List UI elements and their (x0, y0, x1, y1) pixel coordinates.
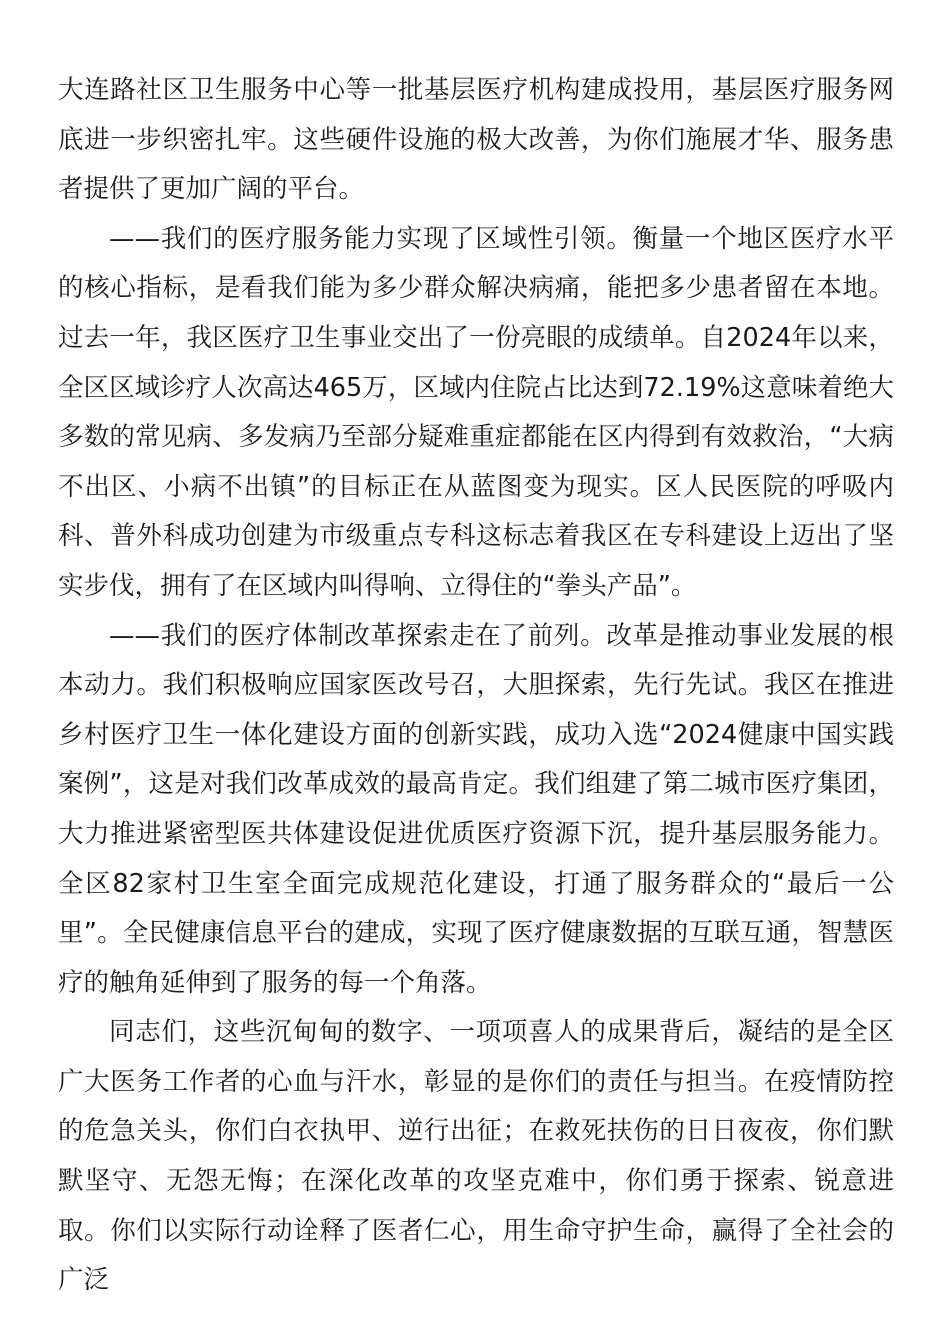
paragraph-service-capacity: ——我们的医疗服务能力实现了区域性引领。衡量一个地区医疗水平的核心指标，是看我们能为多少群众解决病痛，能把多少患者留在本地。过去一年，我区医疗卫生事业交出了一份亮眼的成绩单。自2024年以来，全区区域诊疗人次高达465万，区域内住院占比达到72.19%这意味着绝大多数的常见病、多发病乃至部分疑难重症都能在区内得到有效救治，“大病不出区、小病不出镇”的目标正在从蓝图变为现实。区人民医院的呼吸内科、普外科成功创建为市级重点专科这标志着我区在专科建设上迈出了坚实步伐，拥有了在区域内叫得响、立得住的“拳头产品”。 (58, 223, 894, 601)
paragraph-reform: ——我们的医疗体制改革探索走在了前列。改革是推动事业发展的根本动力。我们积极响应国家医改号召，大胆探索，先行先试。我区在推进乡村医疗卫生一体化建设方面的创新实践，成功入选“2024健康中国实践案例”，这是对我们改革成效的最高肯定。我们组建了第二城市医疗集团，大力推进紧密型医共体建设促进优质医疗资源下沉，提升基层服务能力。全区82家村卫生室全面完成规范化建设，打通了服务群众的“最后一公里”。全民健康信息平台的建成，实现了医疗健康数据的互联互通，智慧医疗的触角延伸到了服务的每一个角落。 (58, 620, 894, 998)
paragraph-continuation: 大连路社区卫生服务中心等一批基层医疗机构建成投用，基层医疗服务网底进一步织密扎牢。这些硬件设施的极大改善，为你们施展才华、服务患者提供了更加广阔的平台。 (58, 75, 894, 205)
document-body (58, 66, 894, 1306)
paragraph-comrades: 同志们，这些沉甸甸的数字、一项项喜人的成果背后，凝结的是全区广大医务工作者的心血与汗水，彰显的是你们的责任与担当。在疫情防控的危急关头，你们白衣执甲、逆行出征；在救死扶伤的日日夜夜，你们默默坚守、无怨无悔；在深化改革的攻坚克难中，你们勇于探索、锐意进取。你们以实际行动诠释了医者仁心，用生命守护生命，赢得了全社会的广泛 (58, 1017, 894, 1296)
